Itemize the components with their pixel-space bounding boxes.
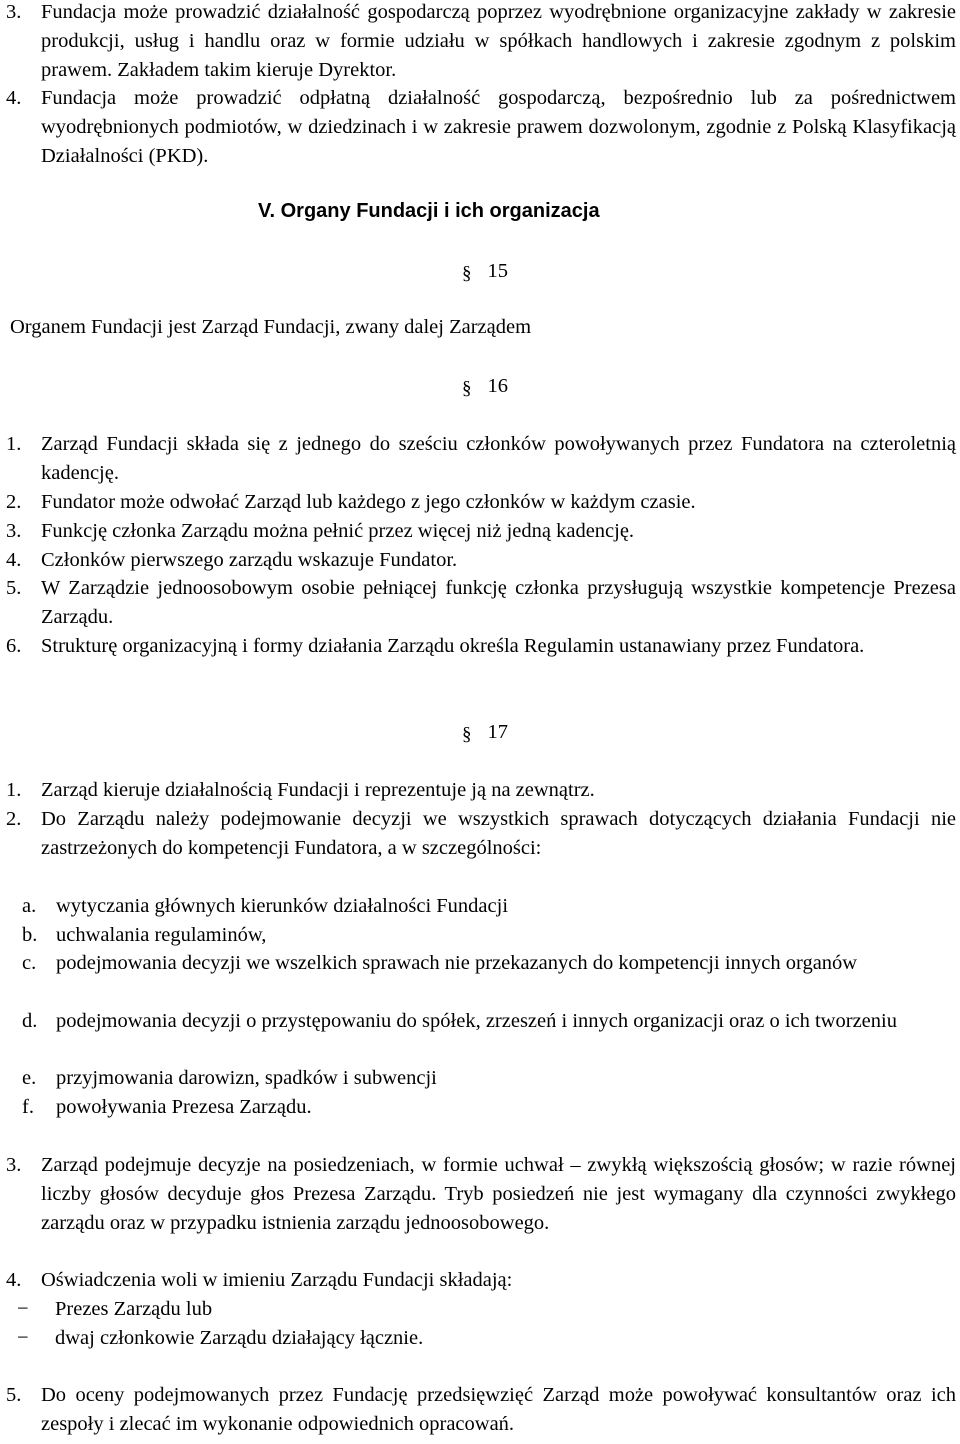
item-text: W Zarządzie jednoosobowym osobie pełniącej funkcję członka przysługują wszystkie kompetencje Prezesa Zarządu. [41, 577, 956, 628]
item-letter: c. [22, 952, 37, 974]
list-item [6, 1266, 956, 1295]
item-text: Zarząd kieruje działalnością Fundacji i reprezentuje ją na zewnątrz. [41, 779, 595, 801]
list-item [6, 1151, 956, 1237]
dash-list-item [17, 1324, 917, 1353]
list-item [6, 430, 956, 488]
list-item [6, 776, 956, 805]
item-number: 2. [6, 491, 22, 513]
item-text: Fundator może odwołać Zarząd lub każdego z jego członków w każdym czasie. [41, 491, 696, 513]
list-item [6, 805, 956, 863]
item-text: przyjmowania darowizn, spadków i subwencji [56, 1067, 437, 1089]
point-number: 4. [6, 87, 22, 109]
paragraph-number: 15 [487, 260, 508, 282]
section-sign-icon: § [462, 378, 472, 399]
sub-list-item [22, 921, 956, 950]
item-number: 1. [6, 433, 22, 455]
list-item [6, 517, 956, 546]
item-letter: d. [22, 1010, 38, 1032]
item-text: Do oceny podejmowanych przez Fundację przedsięwzięć Zarząd może powoływać konsultantów oraz ich zespoły i zlecać im wykonanie odpowiednich opracowań. [41, 1384, 956, 1435]
dash-bullet: − [17, 1298, 29, 1320]
item-text: Strukturę organizacyjną i formy działania Zarządu określa Regulamin ustanawiany przez Fundatora. [41, 635, 865, 657]
section-title: V. Organy Fundacji i ich organizacja [258, 200, 600, 222]
item-text: Prezes Zarządu lub [55, 1298, 213, 1320]
list-item [6, 488, 956, 517]
sub-list-item [22, 1007, 956, 1036]
statute-point-4 [6, 84, 956, 170]
item-text: Zarząd Fundacji składa się z jednego do sześciu członków powoływanych przez Fundatora na czteroletnią kadencję. [41, 433, 956, 484]
item-text: wytyczania głównych kierunków działalności Fundacji [56, 895, 509, 917]
item-text: uchwalania regulaminów, [56, 924, 267, 946]
paragraph-17-heading [462, 718, 508, 748]
item-letter: e. [22, 1067, 37, 1089]
statute-point-3 [6, 0, 956, 84]
item-number: 5. [6, 577, 22, 599]
dash-bullet: − [17, 1327, 29, 1349]
list-item [6, 1381, 956, 1439]
paragraph-number: 16 [487, 375, 508, 397]
item-text: Funkcję członka Zarządu można pełnić przez więcej niż jedną kadencję. [41, 520, 635, 542]
item-letter: f. [22, 1096, 34, 1118]
item-text: Członków pierwszego zarządu wskazuje Fundator. [41, 549, 458, 571]
item-number: 3. [6, 1154, 22, 1176]
item-text: podejmowania decyzji o przystępowaniu do spółek, zrzeszeń i innych organizacji oraz o ich tworzeniu [56, 1010, 897, 1032]
item-number: 6. [6, 635, 22, 657]
point-number: 3. [6, 1, 22, 23]
list-item [6, 574, 956, 632]
item-number: 2. [6, 808, 22, 830]
sub-list-item [22, 1064, 956, 1093]
dash-list-item [17, 1295, 917, 1324]
item-letter: a. [22, 895, 37, 917]
item-number: 1. [6, 779, 22, 801]
item-number: 5. [6, 1384, 22, 1406]
sub-list-item [22, 892, 956, 921]
item-letter: b. [22, 924, 38, 946]
item-text: powoływania Prezesa Zarządu. [56, 1096, 312, 1118]
list-item [6, 546, 956, 575]
paragraph-16-heading [462, 372, 508, 402]
item-text: podejmowania decyzji we wszelkich sprawach nie przekazanych do kompetencji innych organów [56, 952, 858, 974]
section-sign-icon: § [462, 724, 472, 745]
sub-list-item [22, 1093, 956, 1122]
point-text: Fundacja może prowadzić działalność gospodarczą poprzez wyodrębnione organizacyjne zakłady w zakresie produkcji, usług i handlu oraz w formie udziału w spółkach handlowych i zakresie zgodnym z polskim prawem. Zakładem takim kieruje Dyrektor. [41, 1, 956, 81]
item-text: dwaj członkowie Zarządu działający łącznie. [55, 1327, 424, 1349]
item-number: 4. [6, 549, 22, 571]
item-text: Oświadczenia woli w imieniu Zarządu Fundacji składają: [41, 1269, 513, 1291]
item-text: Do Zarządu należy podejmowanie decyzji we wszystkich sprawach dotyczących działania Fundacji nie zastrzeżonych do kompetencji Fundatora, a w szczególności: [41, 808, 956, 859]
section-sign-icon: § [462, 263, 472, 284]
point-text: Fundacja może prowadzić odpłatną działalność gospodarczą, bezpośrednio lub za pośrednictwem wyodrębnionych podmiotów, w dziedzinach i w zakresie prawem dozwolonym, zgodnie z Polską Klasyfikacją Działalności (PKD). [41, 87, 956, 167]
list-item [6, 632, 956, 661]
paragraph-15-text: Organem Fundacji jest Zarząd Fundacji, zwany dalej Zarządem [10, 316, 532, 338]
item-number: 4. [6, 1269, 22, 1291]
item-number: 3. [6, 520, 22, 542]
paragraph-number: 17 [487, 721, 508, 743]
sub-list-item [22, 949, 956, 978]
paragraph-15-heading [462, 257, 508, 287]
item-text: Zarząd podejmuje decyzje na posiedzeniach, w formie uchwał – zwykłą większością głosów; w razie równej liczby głosów decyduje głos Prezesa Zarządu. Tryb posiedzeń nie jest wymagany dla czynności zwykłego zarządu oraz w przypadku istnienia zarządu jednoosobowego. [41, 1154, 956, 1234]
